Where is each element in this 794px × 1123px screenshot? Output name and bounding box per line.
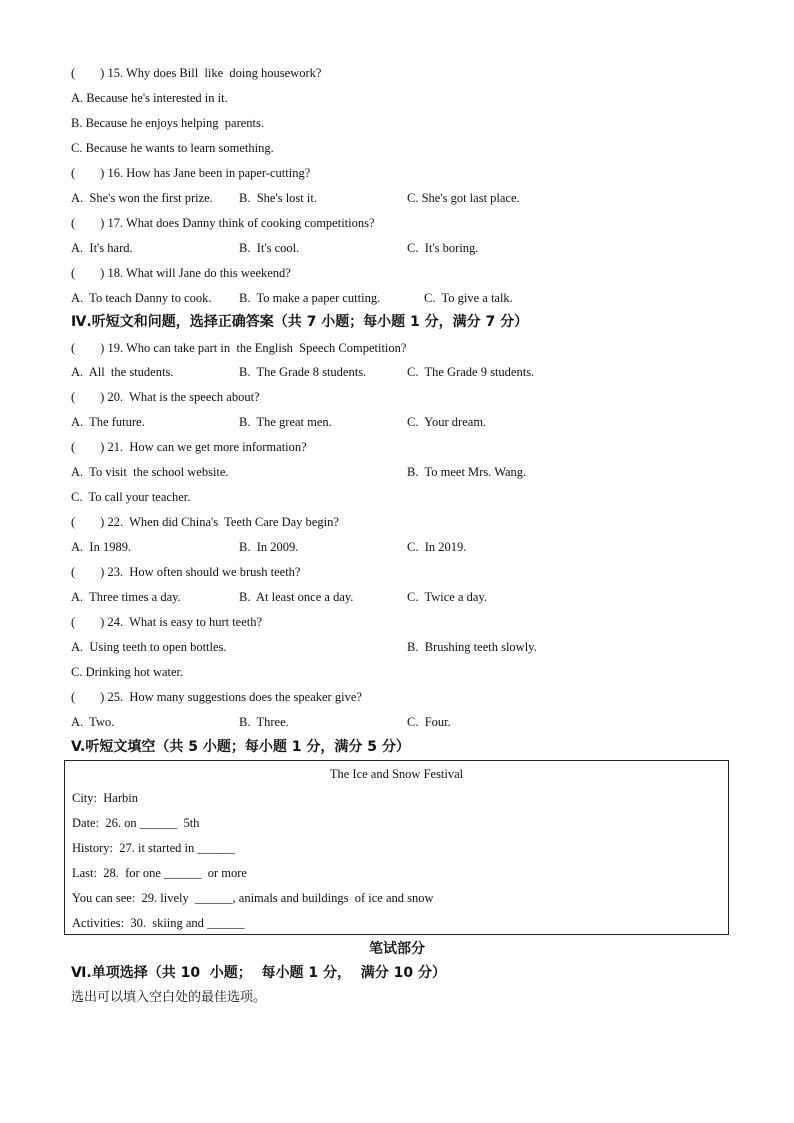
section-4-heading: Ⅳ.听短文和问题，选择正确答案（共 7 小题；每小题 1 分，满分 7 分）	[71, 314, 529, 330]
option-22c: C. In 2019.	[407, 540, 467, 554]
festival-table	[64, 760, 729, 935]
option-18c: C. To give a talk.	[424, 291, 513, 305]
festival-last: Last: 28. for one ______ or more	[72, 866, 247, 880]
festival-activities: Activities: 30. skiing and ______	[72, 916, 245, 930]
section-6-instruction: 选出可以填入空白处的最佳选项。	[71, 990, 267, 1005]
option-16b: B. She's lost it.	[239, 191, 317, 205]
question-17: ( ) 17. What does Danny think of cooking competitions?	[71, 216, 375, 230]
option-20b: B. The great men.	[239, 415, 332, 429]
question-18: ( ) 18. What will Jane do this weekend?	[71, 266, 291, 280]
question-16: ( ) 16. How has Jane been in paper-cutting?	[71, 166, 311, 180]
option-20c: C. Your dream.	[407, 415, 487, 429]
question-23: ( ) 23. How often should we brush teeth?	[71, 565, 301, 579]
option-19b: B. The Grade 8 students.	[239, 365, 367, 379]
festival-title: The Ice and Snow Festival	[329, 767, 464, 781]
option-21a: A. To visit the school website.	[71, 465, 229, 479]
question-15: ( ) 15. Why does Bill like doing housework?	[71, 66, 322, 80]
option-24c: C. Drinking hot water.	[71, 665, 184, 679]
option-19c: C. The Grade 9 students.	[407, 365, 535, 379]
option-20a: A. The future.	[71, 415, 145, 429]
option-17c: C. It's boring.	[407, 241, 479, 255]
option-15a: A. Because he's interested in it.	[71, 91, 228, 105]
question-19: ( ) 19. Who can take part in the English Speech Competition?	[71, 341, 407, 355]
option-25c: C. Four.	[407, 715, 451, 729]
option-24a: A. Using teeth to open bottles.	[71, 640, 227, 654]
option-22a: A. In 1989.	[71, 540, 132, 554]
option-17a: A. It's hard.	[71, 241, 133, 255]
question-22: ( ) 22. When did China's Teeth Care Day begin?	[71, 515, 339, 529]
question-21: ( ) 21. How can we get more information?	[71, 440, 307, 454]
festival-history: History: 27. it started in ______	[72, 841, 235, 855]
question-24: ( ) 24. What is easy to hurt teeth?	[71, 615, 263, 629]
festival-date: Date: 26. on ______ 5th	[72, 816, 200, 830]
option-16a: A. She's won the first prize.	[71, 191, 213, 205]
option-19a: A. All the students.	[71, 365, 174, 379]
question-20: ( ) 20. What is the speech about?	[71, 390, 260, 404]
option-18b: B. To make a paper cutting.	[239, 291, 381, 305]
option-25b: B. Three.	[239, 715, 289, 729]
option-15b: B. Because he enjoys helping parents.	[71, 116, 265, 130]
option-18a: A. To teach Danny to cook.	[71, 291, 212, 305]
festival-city: City: Harbin	[72, 791, 138, 805]
festival-see: You can see: 29. lively ______, animals and buildings of ice and snow	[72, 891, 434, 905]
option-23b: B. At least once a day.	[239, 590, 354, 604]
option-15c: C. Because he wants to learn something.	[71, 141, 274, 155]
option-17b: B. It's cool.	[239, 241, 300, 255]
option-16c: C. She's got last place.	[407, 191, 520, 205]
question-25: ( ) 25. How many suggestions does the speaker give?	[71, 690, 362, 704]
written-part-title: 笔试部分	[369, 941, 425, 957]
section-5-heading: V.听短文填空（共 5 小题；每小题 1 分，满分 5 分）	[71, 739, 410, 755]
option-25a: A. Two.	[71, 715, 115, 729]
option-24b: B. Brushing teeth slowly.	[407, 640, 537, 654]
section-6-heading: Ⅵ.单项选择（共 10 小题； 每小题 1 分， 满分 10 分）	[71, 965, 447, 981]
option-23a: A. Three times a day.	[71, 590, 181, 604]
option-22b: B. In 2009.	[239, 540, 299, 554]
option-23c: C. Twice a day.	[407, 590, 488, 604]
option-21c: C. To call your teacher.	[71, 490, 191, 504]
option-21b: B. To meet Mrs. Wang.	[407, 465, 527, 479]
